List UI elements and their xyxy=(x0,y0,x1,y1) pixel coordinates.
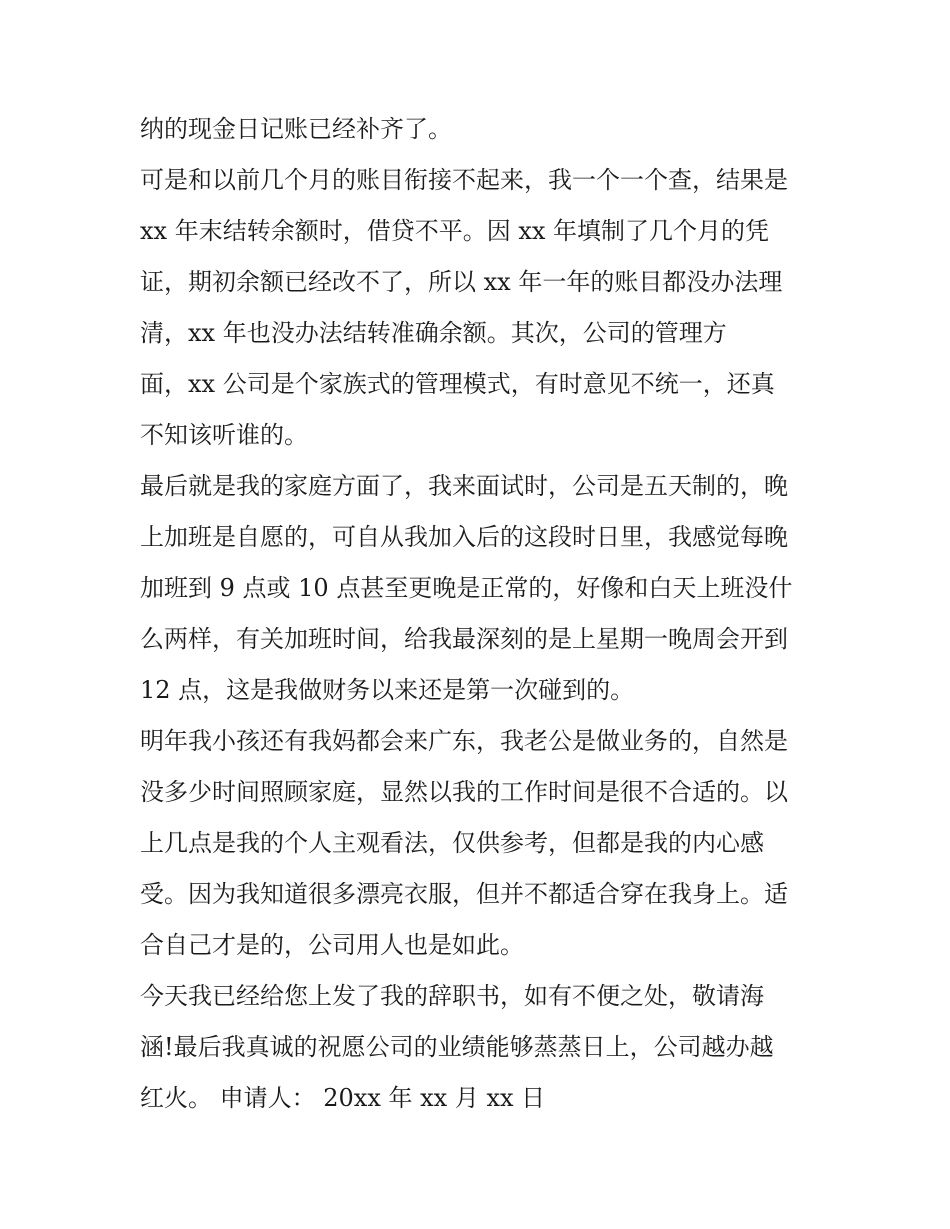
text-line: xx 年末结转余额时，借贷不平。因 xx 年填制了几个月的凭 xyxy=(140,217,770,245)
text-line: 今天我已经给您上发了我的辞职书，如有不便之处，敬请海 xyxy=(140,982,764,1010)
text-line: 上加班是自愿的，可自从我加入后的这段时日里，我感觉每晚 xyxy=(140,523,788,551)
text-line: 12 点，这是我做财务以来还是第一次碰到的。 xyxy=(140,676,635,704)
text-line: 受。因为我知道很多漂亮衣服，但并不都适合穿在我身上。适 xyxy=(140,880,788,908)
text-line: 合自己才是的，公司用人也是如此。 xyxy=(140,931,524,959)
text-line: 可是和以前几个月的账目衔接不起来，我一个一个查，结果是 xyxy=(140,166,788,194)
text-line: 没多少时间照顾家庭，显然以我的工作时间是很不合适的。以 xyxy=(140,778,788,806)
text-line: 么两样，有关加班时间，给我最深刻的是上星期一晚周会开到 xyxy=(140,625,788,653)
text-line: 明年我小孩还有我妈都会来广东，我老公是做业务的，自然是 xyxy=(140,727,788,755)
text-line: 最后就是我的家庭方面了，我来面试时，公司是五天制的，晚 xyxy=(140,472,788,500)
text-line: 纳的现金日记账已经补齐了。 xyxy=(140,115,452,143)
signature-date-line: 红火。 申请人： 20xx 年 xx 月 xx 日 xyxy=(140,1084,546,1112)
text-line: 上几点是我的个人主观看法，仅供参考，但都是我的内心感 xyxy=(140,829,764,857)
text-line: 清，xx 年也没办法结转准确余额。其次，公司的管理方 xyxy=(140,319,727,347)
text-line: 涵!最后我真诚的祝愿公司的业绩能够蒸蒸日上，公司越办越 xyxy=(140,1033,774,1061)
text-line: 证，期初余额已经改不了，所以 xx 年一年的账目都没办法理 xyxy=(140,268,783,296)
text-line: 面，xx 公司是个家族式的管理模式，有时意见不统一，还真 xyxy=(140,370,775,398)
text-line: 不知该听谁的。 xyxy=(140,421,308,449)
document-body xyxy=(140,104,820,1124)
text-line: 加班到 9 点或 10 点甚至更晚是正常的，好像和白天上班没什 xyxy=(140,574,793,602)
